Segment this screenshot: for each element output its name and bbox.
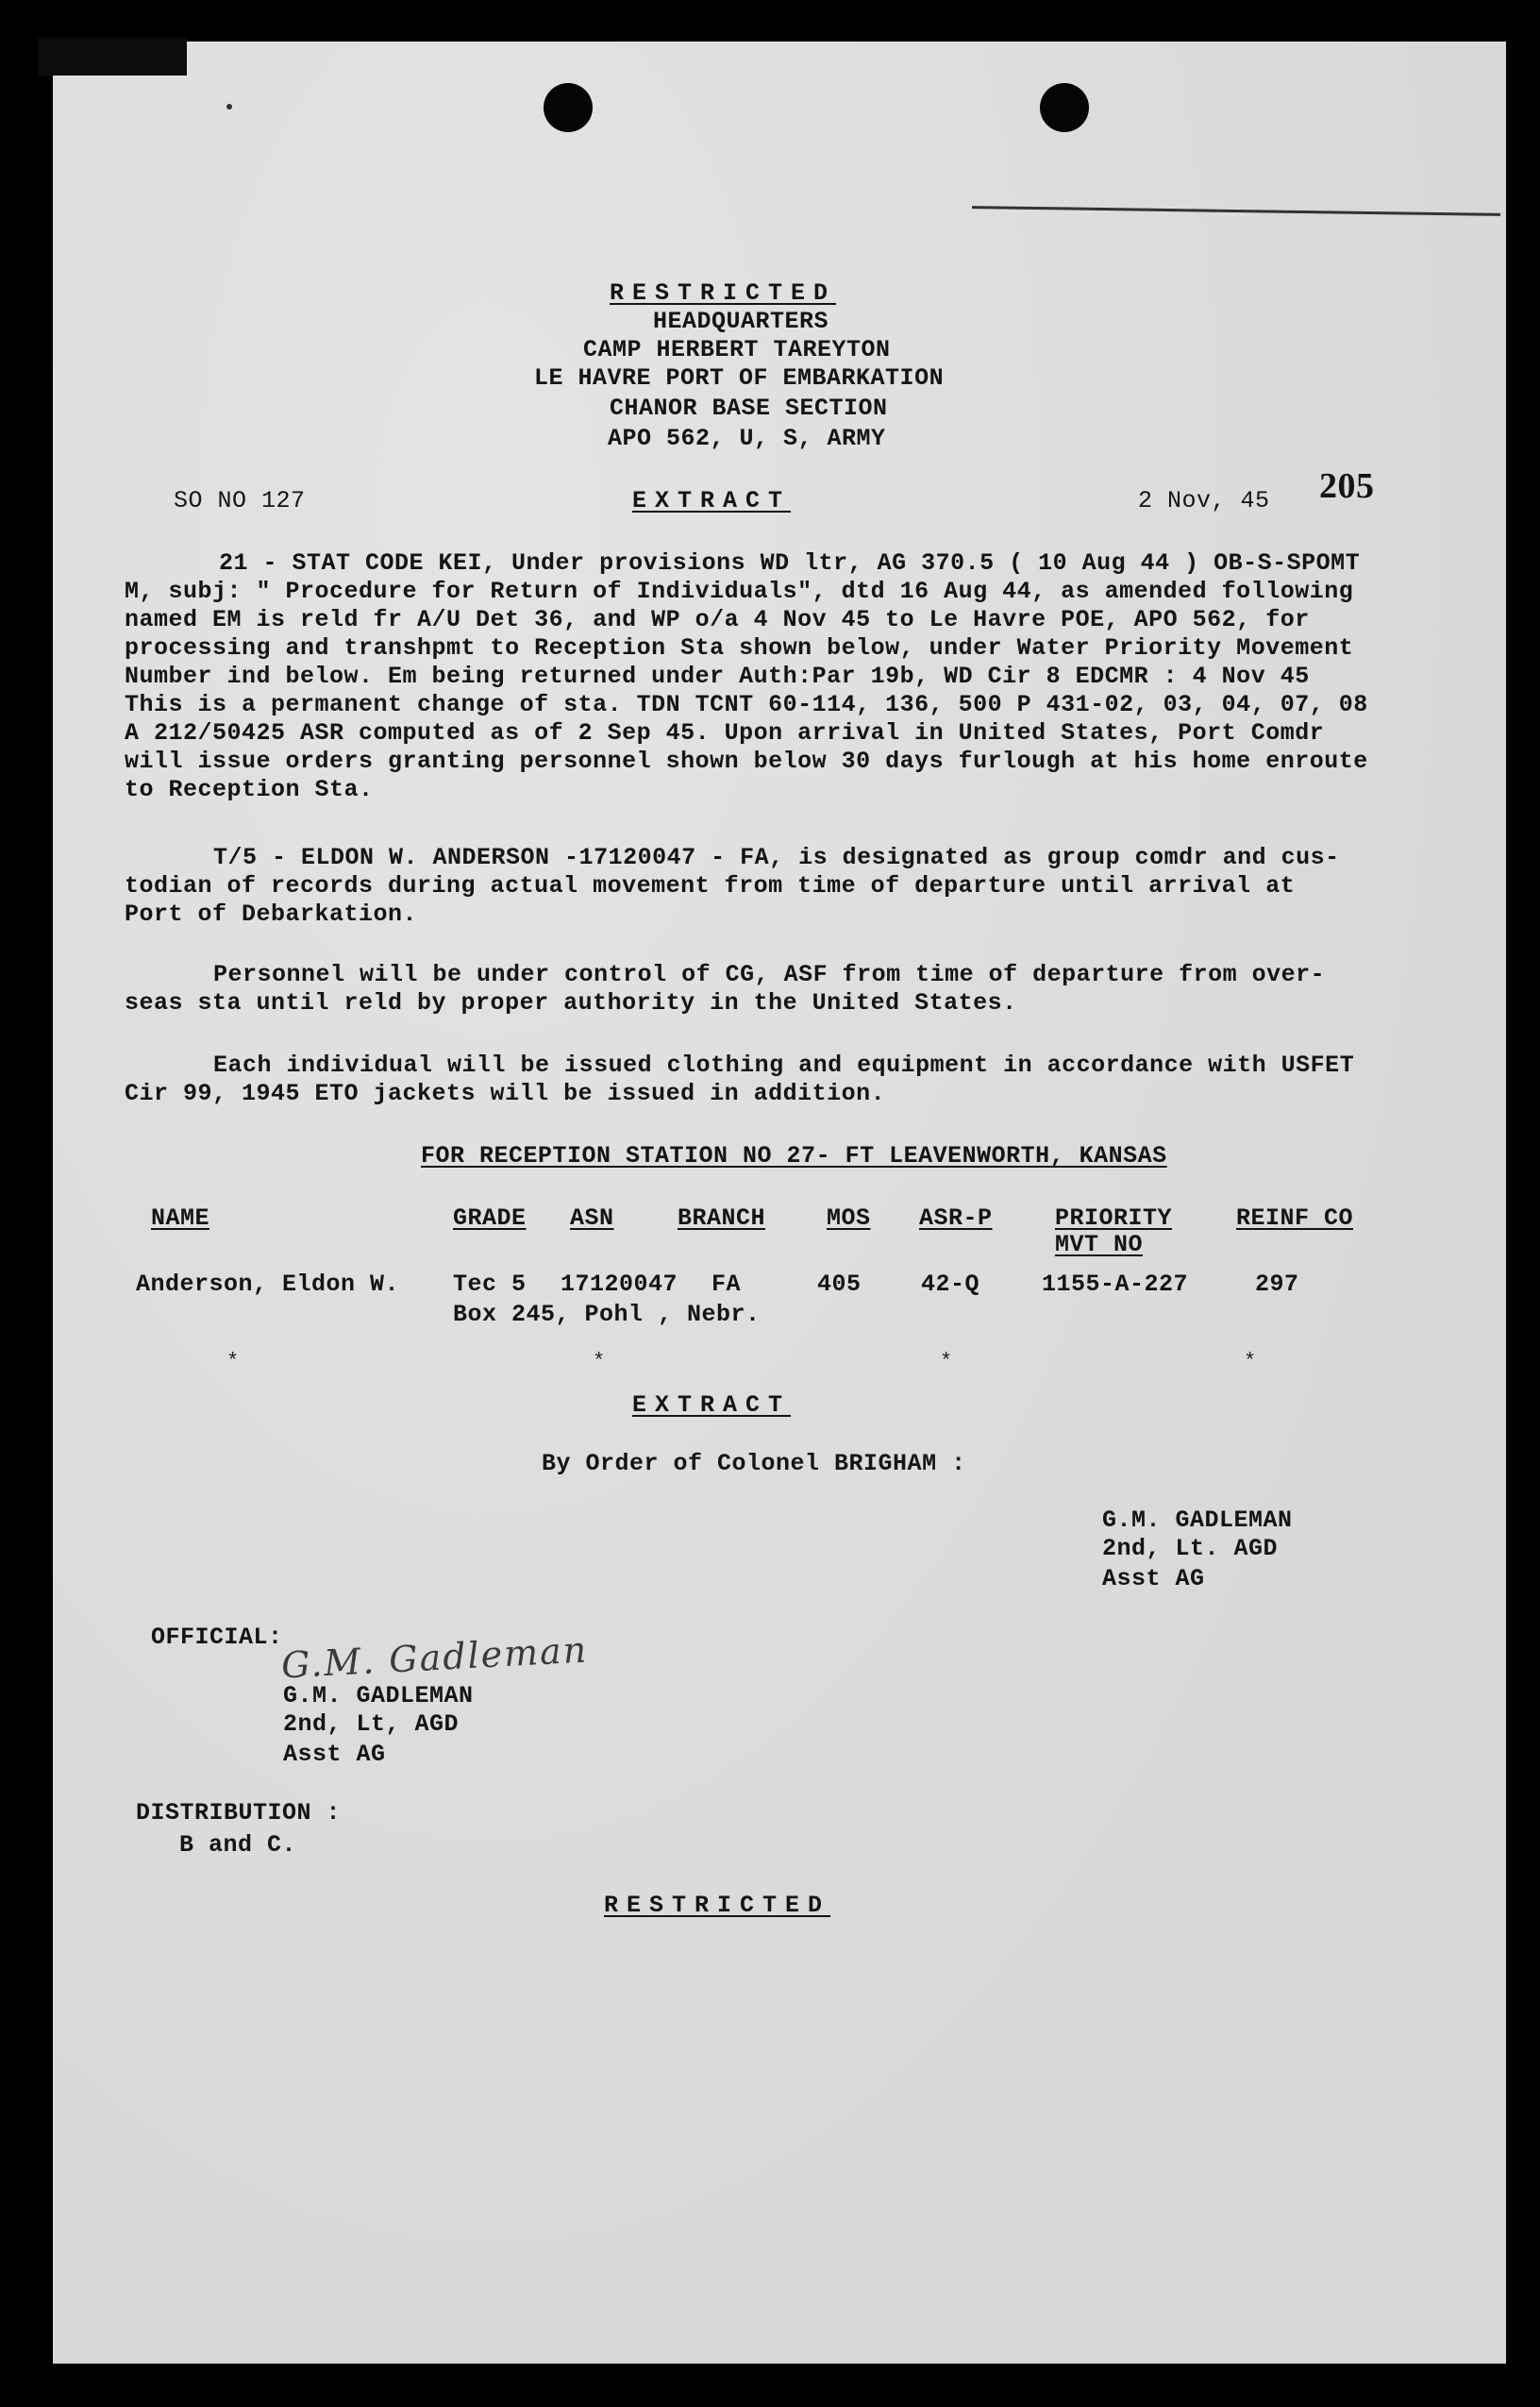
p1-line-6: This is a permanent change of sta. TDN TCNT 60-114, 136, 500 P 431-02, 03, 04, 07, 08 (125, 691, 1368, 718)
p4-line-1: Each individual will be issued clothing and equipment in accordance with USFET (213, 1052, 1355, 1079)
header-line-1: HEADQUARTERS (653, 308, 829, 335)
header-line-4: CHANOR BASE SECTION (610, 395, 888, 422)
p1-line-2: M, subj: " Procedure for Return of Individuals", dtd 16 Aug 44, as amended following (125, 578, 1354, 605)
distribution-label: DISTRIBUTION : (136, 1799, 342, 1826)
distribution-value: B and C. (179, 1831, 297, 1859)
col-mos: MOS (827, 1204, 871, 1232)
official-signer-title: Asst AG (283, 1741, 386, 1768)
p3-line-2: seas sta until reld by proper authority in the United States. (125, 989, 1017, 1017)
row-asr: 42-Q (921, 1271, 980, 1298)
separator-star-1: * (226, 1350, 240, 1373)
col-asr: ASR-P (919, 1204, 993, 1232)
official-signer-name: G.M. GADLEMAN (283, 1682, 474, 1709)
signer-rank: 2nd, Lt. AGD (1102, 1535, 1279, 1562)
order-date: 2 Nov, 45 (1138, 487, 1270, 514)
col-reinf: REINF CO (1236, 1204, 1354, 1232)
separator-star-3: * (940, 1350, 953, 1373)
p1-line-5: Number ind below. Em being returned under Auth:Par 19b, WD Cir 8 EDCMR : 4 Nov 45 (125, 663, 1310, 690)
punch-hole-right (1040, 83, 1089, 132)
official-label: OFFICIAL: (151, 1624, 283, 1651)
header-line-5: APO 562, U, S, ARMY (608, 425, 886, 452)
binder-tab (38, 38, 187, 76)
separator-star-4: * (1244, 1350, 1257, 1373)
by-order: By Order of Colonel BRIGHAM : (542, 1450, 966, 1477)
handwritten-signature: G.M. Gadleman (280, 1628, 590, 1687)
header-line-2: CAMP HERBERT TAREYTON (583, 336, 891, 363)
reception-heading: FOR RECEPTION STATION NO 27- FT LEAVENWORTH, KANSAS (421, 1142, 1167, 1170)
row-priority: 1155-A-227 (1042, 1271, 1189, 1298)
official-signer-rank: 2nd, Lt, AGD (283, 1710, 460, 1738)
paper-speck (226, 104, 232, 109)
row-asn: 17120047 (561, 1271, 678, 1298)
signer-title: Asst AG (1102, 1565, 1205, 1592)
p1-line-4: processing and transhpmt to Reception Sta shown below, under Water Priority Movement (125, 634, 1354, 662)
row-mos: 405 (817, 1271, 862, 1298)
p1-line-8: will issue orders granting personnel shown below 30 days furlough at his home enroute (125, 748, 1368, 775)
p3-line-1: Personnel will be under control of CG, ASF from time of departure from over- (213, 961, 1326, 988)
col-name: NAME (151, 1204, 210, 1232)
p1-line-3: named EM is reld fr A/U Det 36, and WP o/a 4 Nov 45 to Le Havre POE, APO 562, for (125, 606, 1310, 633)
p2-line-1: T/5 - ELDON W. ANDERSON -17120047 - FA, is designated as group comdr and cus- (213, 844, 1340, 871)
order-title: EXTRACT (632, 487, 792, 514)
p1-line-7: A 212/50425 ASR computed as of 2 Sep 45. Upon arrival in United States, Port Comdr (125, 719, 1325, 747)
p2-line-2: todian of records during actual movement from time of departure until arrival at (125, 872, 1296, 900)
signer-name: G.M. GADLEMAN (1102, 1506, 1293, 1534)
page-number: 205 (1319, 466, 1375, 506)
p4-line-2: Cir 99, 1945 ETO jackets will be issued in addition. (125, 1080, 886, 1107)
order-number: SO NO 127 (174, 487, 306, 514)
col-priority: PRIORITY (1055, 1204, 1173, 1232)
punch-hole-left (544, 83, 593, 132)
row-name: Anderson, Eldon W. (136, 1271, 400, 1298)
classification-bottom: RESTRICTED (604, 1892, 831, 1919)
separator-star-2: * (593, 1350, 606, 1373)
col-asn: ASN (570, 1204, 614, 1232)
p1-line-9: to Reception Sta. (125, 776, 374, 803)
closing-title: EXTRACT (632, 1391, 792, 1419)
header-line-3: LE HAVRE PORT OF EMBARKATION (534, 364, 945, 392)
row-address: Box 245, Pohl , Nebr. (453, 1301, 761, 1328)
p2-line-3: Port of Debarkation. (125, 901, 418, 928)
row-reinf: 297 (1255, 1271, 1299, 1298)
col-branch: BRANCH (678, 1204, 766, 1232)
col-grade: GRADE (453, 1204, 527, 1232)
row-grade: Tec 5 (453, 1271, 527, 1298)
row-branch: FA (711, 1271, 742, 1298)
col-mvt-no: MVT NO (1055, 1231, 1144, 1258)
classification-top: RESTRICTED (610, 279, 837, 307)
p1-line-1: 21 - STAT CODE KEI, Under provisions WD ltr, AG 370.5 ( 10 Aug 44 ) OB-S-SPOMT (219, 549, 1361, 577)
